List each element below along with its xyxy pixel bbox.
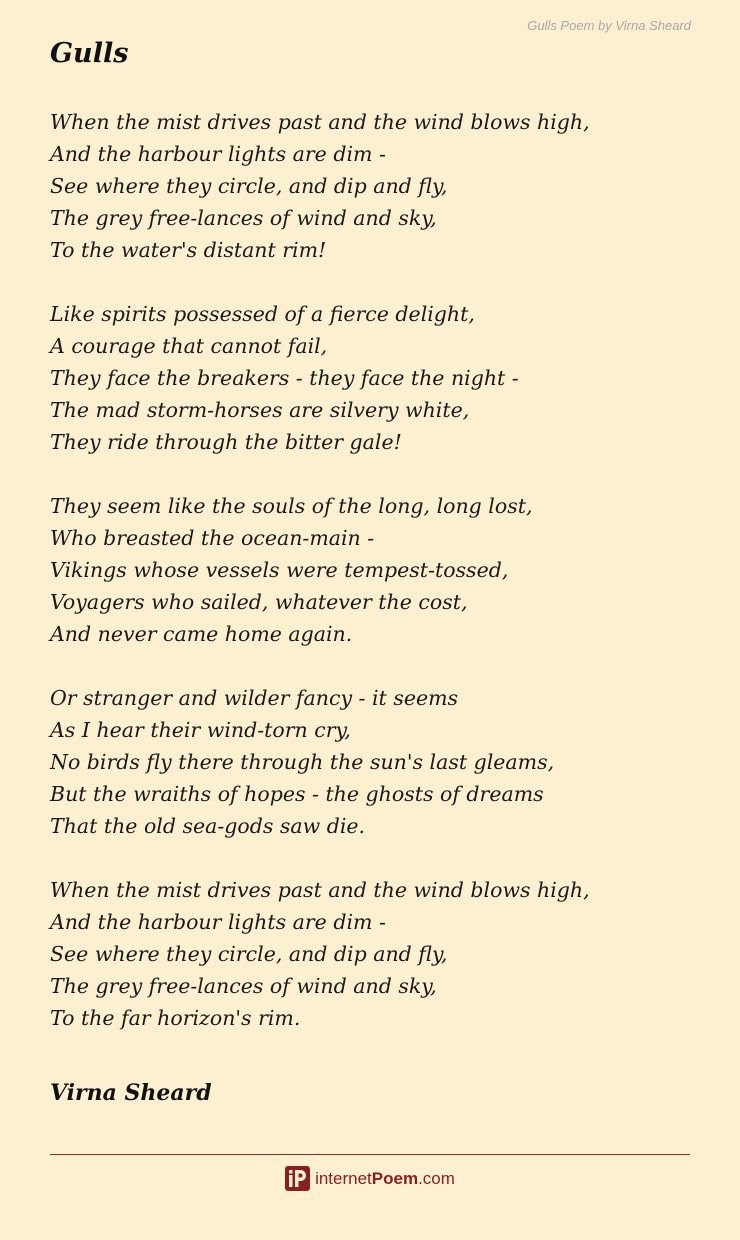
poem-line: When the mist drives past and the wind blows high, xyxy=(50,110,590,134)
poem-line: As I hear their wind-torn cry, xyxy=(50,718,351,742)
poem-line: The mad storm-horses are silvery white, xyxy=(50,398,470,422)
poem-line: To the water's distant rim! xyxy=(50,238,327,262)
poem-line: The grey free-lances of wind and sky, xyxy=(50,206,437,230)
logo-text-suffix: .com xyxy=(418,1169,455,1188)
poem-author: Virna Sheard xyxy=(50,1080,212,1106)
poem-line: The grey free-lances of wind and sky, xyxy=(50,974,437,998)
poem-line: And the harbour lights are dim - xyxy=(50,910,386,934)
poem-line: To the far horizon's rim. xyxy=(50,1006,301,1030)
poem-line: Voyagers who sailed, whatever the cost, xyxy=(50,590,468,614)
poem-line: Vikings whose vessels were tempest-tossed, xyxy=(50,558,509,582)
poem-line: A courage that cannot fail, xyxy=(50,334,328,358)
logo-text-prefix: internet xyxy=(315,1169,372,1188)
internetpoem-logo-text xyxy=(315,1166,455,1191)
poem-line: Who breasted the ocean-main - xyxy=(50,526,375,550)
stanza-1 xyxy=(50,106,710,266)
stanza-3 xyxy=(50,490,710,650)
internetpoem-logo-link[interactable] xyxy=(0,1166,740,1191)
poem-line: See where they circle, and dip and fly, xyxy=(50,174,448,198)
poem-line: See where they circle, and dip and fly, xyxy=(50,942,448,966)
internetpoem-logo-icon xyxy=(285,1166,310,1191)
poem-line: And the harbour lights are dim - xyxy=(50,142,386,166)
stanza-4 xyxy=(50,682,710,842)
poem-attribution: Gulls Poem by Virna Sheard xyxy=(527,18,691,33)
poem-line: Or stranger and wilder fancy - it seems xyxy=(50,686,459,710)
stanza-5 xyxy=(50,874,710,1034)
poem-line: They face the breakers - they face the night - xyxy=(50,366,519,390)
poem-line: When the mist drives past and the wind blows high, xyxy=(50,878,590,902)
footer-divider xyxy=(50,1154,690,1155)
poem-line: And never came home again. xyxy=(50,622,353,646)
poem-line: Like spirits possessed of a fierce delight, xyxy=(50,302,475,326)
poem-line: But the wraiths of hopes - the ghosts of dreams xyxy=(50,782,544,806)
stanza-2 xyxy=(50,298,710,458)
poem-line: No birds fly there through the sun's last gleams, xyxy=(50,750,555,774)
poem-line: That the old sea-gods saw die. xyxy=(50,814,366,838)
poem-line: They seem like the souls of the long, long lost, xyxy=(50,494,533,518)
poem-line: They ride through the bitter gale! xyxy=(50,430,402,454)
logo-text-bold: Poem xyxy=(371,1169,419,1188)
poem-title: Gulls xyxy=(50,38,129,69)
poem-body xyxy=(50,106,710,1066)
